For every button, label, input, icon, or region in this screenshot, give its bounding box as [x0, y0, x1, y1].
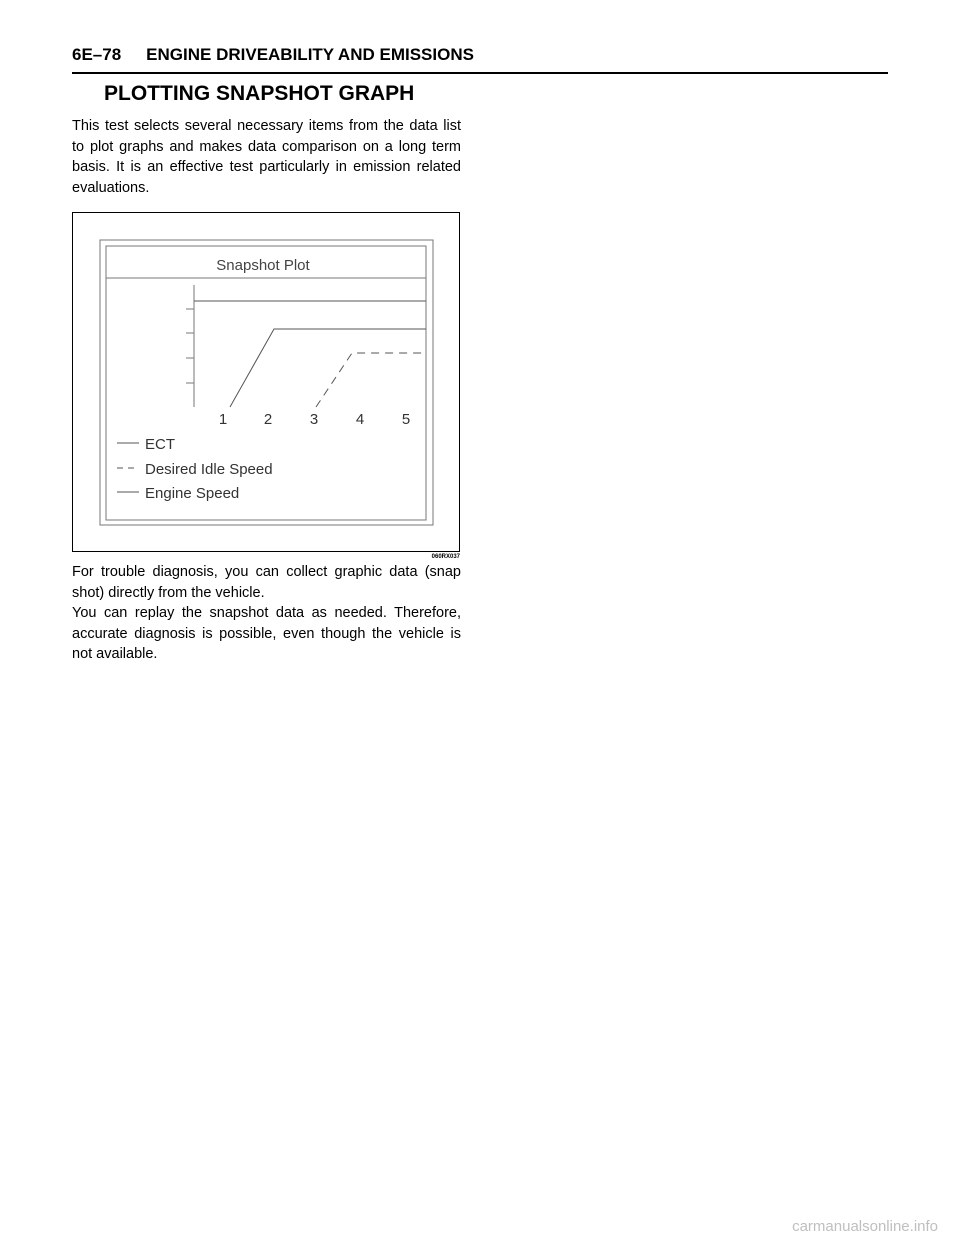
trouble-paragraph: For trouble diagnosis, you can collect graphic data (snap shot) directly from the vehicle.	[72, 564, 461, 601]
x-tick-label: 1	[218, 411, 228, 428]
site-watermark: carmanualsonline.info	[792, 1218, 938, 1235]
replay-paragraph: You can replay the snapshot data as needed. Therefore, accurate diagnosis is possible, even though the vehicle is not available.	[72, 605, 461, 663]
series-line-dashed	[316, 353, 426, 407]
snapshot-figure	[72, 212, 460, 552]
section-title: PLOTTING SNAPSHOT GRAPH	[104, 82, 415, 105]
screen-inner-frame	[106, 246, 426, 520]
x-tick-label: 5	[401, 411, 411, 428]
chapter-title: ENGINE DRIVEABILITY AND EMISSIONS	[146, 45, 474, 64]
legend-label: Engine Speed	[145, 485, 240, 502]
x-tick-label: 2	[263, 411, 273, 428]
screen-outer-frame	[100, 240, 433, 525]
page-number: 6E–78	[72, 45, 122, 64]
legend-label: ECT	[145, 436, 175, 453]
legend-label: Desired Idle Speed	[145, 461, 273, 478]
series-line-ramp	[230, 329, 426, 407]
snapshot-plot-illustration	[73, 213, 461, 553]
page-header	[72, 44, 888, 74]
x-tick-label: 4	[355, 411, 365, 428]
plot-title: Snapshot Plot	[216, 257, 310, 274]
figure-code: 060RX037	[431, 554, 460, 560]
intro-paragraph: This test selects several necessary items from the data list to plot graphs and makes data comparison on a long term basis. It is an effective test particularly in emission related evaluations.	[72, 118, 461, 196]
x-tick-label: 3	[309, 411, 319, 428]
